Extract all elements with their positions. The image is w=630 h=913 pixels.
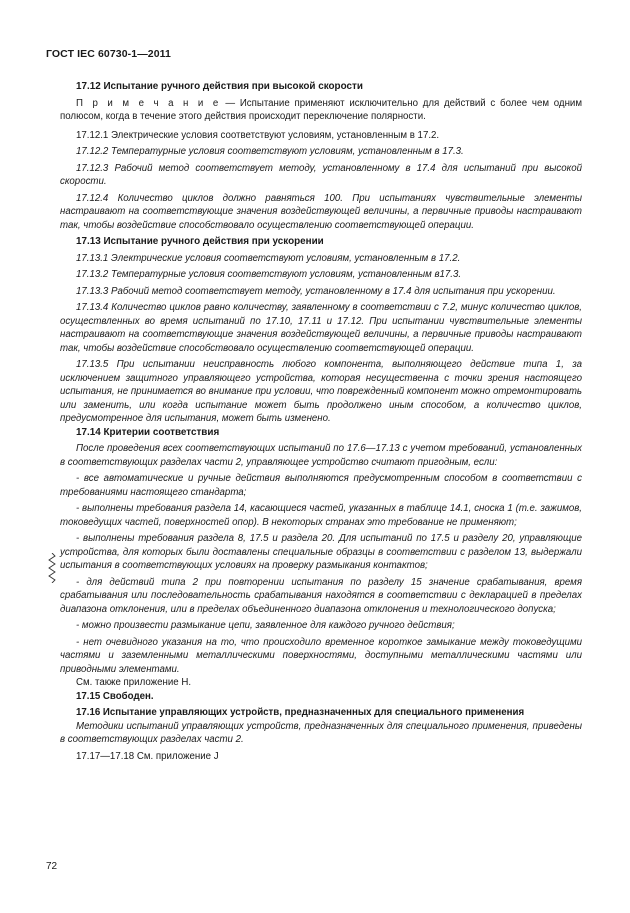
note-17-12 (60, 97, 582, 124)
document-header: ГОСТ IEC 60730-1—2011 (46, 48, 171, 60)
section-17-14-heading: 17.14 Критерии соответствия (76, 426, 220, 438)
criteria-item: - нет очевидного указания на то, что происходило временное короткое замыкание между токоведущими частями и заземленными металлическими поверхностями, доступными металлическими частями или приводными элементами. (60, 636, 582, 675)
clause-17-16-text: Методики испытаний управляющих устройств, предназначенных для специального применения, приведены в соответствующих разделах части 2. (60, 720, 582, 745)
section-17-15-heading: 17.15 Свободен. (76, 690, 154, 702)
clause-17-13-4: 17.13.4 Количество циклов равно количеству, заявленному в соответствии с 7.2, минус количество циклов, осуществленных во время испытаний по 17.10, 17.11 и 17.12. При испытании чувствительные элементы настраивают на соответствующие значения воздействующей величины, а первичные приводы настраивают так, чтобы воздействие способствовало осуществлению соответствующей операции. (60, 302, 582, 354)
section-17-12-heading: 17.12 Испытание ручного действия при высокой скорости (76, 81, 363, 92)
clause-17-13-5: 17.13.5 При испытании неисправность любого компонента, выполняющего действие типа 1, за исключением защитного управляющего устройства, которая несущественна с точки зрения настоящего испытания, не принимается во внимание при условии, что поврежденный компонент можно отремонтировать или заменить, или когда испытание может быть продолжено иным способом, а количество циклов, предусмотренное для испытания, может быть изменено. (60, 359, 582, 424)
section-17-16-heading: 17.16 Испытание управляющих устройств, предназначенных для специального применения (76, 707, 525, 718)
clause-17-12-4: 17.12.4 Количество циклов должно равняться 100. При испытаниях чувствительные элементы настраивают на соответствующие значения воздействующей величины, а первичные приводы настраивают так, чтобы воздействие способствовало осуществлению соответствующей операции. (60, 192, 582, 231)
clause-17-12-2: 17.12.2 Температурные условия соответствуют условиям, установленным в 17.3. (76, 146, 464, 157)
clause-17-12-1: 17.12.1 Электрические условия соответствуют условиям, установленным в 17.2. (76, 129, 440, 141)
criteria-item: - выполнены требования раздела 8, 17.5 и раздела 20. Для испытаний по 17.5 и разделу 20, управляющие устройства, для которых были доставлены специальные образцы в соответствии с разделом 13, выдержали испытания в соответствующих условиях на проверку размыкания контактов; (60, 533, 582, 571)
criteria-item: - можно произвести размыкание цепи, заявленное для каждого ручного действия; (76, 620, 455, 631)
clause-17-17-18: 17.17—17.18 См. приложение J (76, 750, 219, 762)
change-mark-icon (48, 553, 56, 583)
clause-17-13-2: 17.13.2 Температурные условия соответствуют условиям, установленным в17.3. (76, 269, 462, 280)
see-also-annex-h: См. также приложение Н. (76, 677, 192, 688)
clause-17-12-3: 17.12.3 Рабочий метод соответствует методу, установленному в 17.4 для испытаний при высокой скорости. (60, 162, 582, 187)
criteria-item: - все автоматические и ручные действия выполняются предусмотренным способом в соответствии с требованиями настоящего стандарта; (60, 473, 582, 498)
page-number: 72 (46, 861, 58, 872)
criteria-item: - для действий типа 2 при повторении испытания по разделу 15 значение срабатывания, время срабатывания или последовательность срабатывания находятся в соответствии с декларацией в пределах диапазона отклонения, или в пределах объединенного диапазона отклонения и технологического допуска; (60, 576, 582, 615)
criteria-intro: После проведения всех соответствующих испытаний по 17.6—17.13 с учетом требований, установленных в соответствующих разделах части 2, управляющее устройство считают пригодным, если: (60, 443, 582, 468)
note-label: П р и м е ч а н и е (76, 97, 221, 109)
page-content (60, 80, 582, 763)
section-17-13-heading: 17.13 Испытание ручного действия при ускорении (76, 236, 324, 247)
note-text: — Испытание применяют исключительно для действий с более чем одним полюсом, когда в течение этого действия происходит переключение полярности. (60, 97, 582, 122)
clause-17-13-1: 17.13.1 Электрические условия соответствуют условиям, установленным в 17.2. (76, 252, 461, 264)
clause-17-13-3: 17.13.3 Рабочий метод соответствует методу, установленному в 17.4 для испытания при ускорении. (76, 285, 556, 297)
criteria-item: - выполнены требования раздела 14, касающиеся частей, указанных в таблице 14.1, сноска 1 (т.е. зажимов, токоведущих частей, поверхностей опор). В некоторых странах это требование не применяют; (60, 503, 582, 528)
